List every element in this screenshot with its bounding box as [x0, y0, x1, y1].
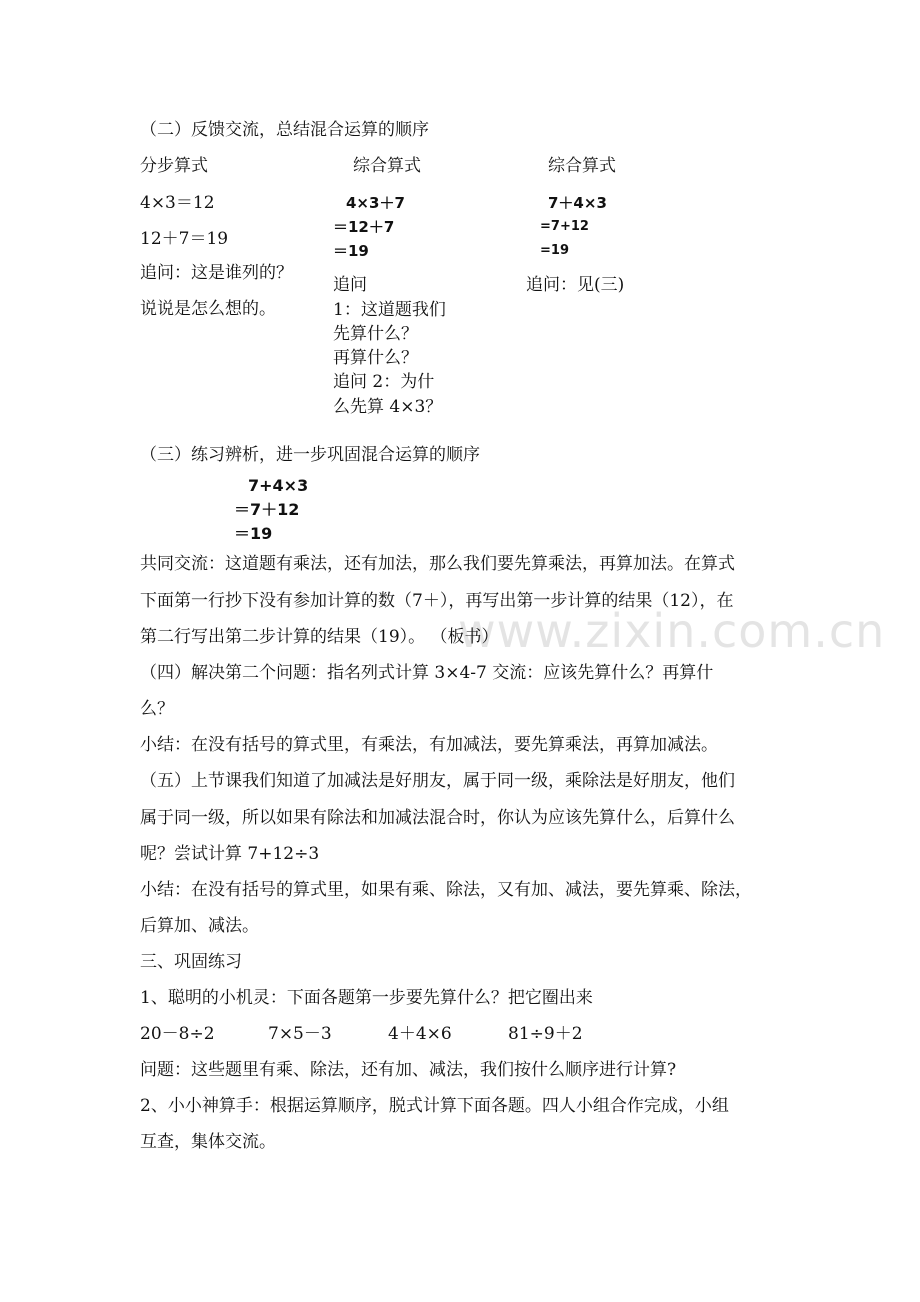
practice-item2: 互查，集体交流。 — [140, 1132, 276, 1152]
practice-question: 问题：这些题里有乘、除法，还有加、减法，我们按什么顺序进行计算? — [140, 1060, 677, 1080]
col1-line: 4×3＝12 — [140, 193, 215, 213]
col1-header: 分步算式 — [140, 156, 208, 176]
section4-summary: 小结：在没有括号的算式里，有乘法，有加减法，要先算乘法，再算加减法。 — [140, 735, 718, 755]
col2-line: ＝12＋7 — [333, 218, 395, 236]
section3-line: ＝7＋12 — [234, 500, 300, 519]
col1-ask: 追问：这是谁列的？ — [140, 263, 293, 283]
practice-title: 三、巩固练习 — [140, 952, 242, 972]
section4-para: 么？ — [140, 699, 174, 719]
col1-ask: 说说是怎么想的。 — [140, 299, 276, 319]
practice-item1: 1、聪明的小机灵：下面各题第一步要先算什么？把它圈出来 — [140, 988, 593, 1008]
col1-line: 12＋7＝19 — [140, 229, 229, 249]
practice-item2: 2、小小神算手：根据运算顺序，脱式计算下面各题。四人小组合作完成，小组 — [140, 1096, 729, 1116]
section3-title: （三）练习辨析，进一步巩固混合运算的顺序 — [140, 445, 480, 465]
section5-para: 呢？尝试计算 7+12÷3 — [140, 844, 320, 864]
col2-line: ＝19 — [333, 242, 369, 260]
section3-para: 第二行写出第二步计算的结果（19）。 （板书） — [140, 627, 499, 647]
col3-line: =7+12 — [540, 219, 589, 234]
col3-line: 7＋4×3 — [548, 194, 607, 212]
col2-line: 4×3＋7 — [346, 194, 405, 212]
practice-expr: 7×5－3 — [268, 1024, 332, 1044]
col2-ask: 1：这道题我们 — [333, 300, 446, 320]
col2-ask: 么先算 4×3？ — [333, 397, 443, 417]
section3-line: 7+4×3 — [248, 476, 309, 495]
col2-header: 综合算式 — [353, 156, 421, 176]
section4-para: （四）解决第二个问题：指名列式计算 3×4-7 交流：应该先算什么？再算什 — [140, 663, 714, 683]
section2-title: （二）反馈交流，总结混合运算的顺序 — [140, 120, 429, 140]
col2-ask: 追问 — [333, 275, 367, 295]
section5-para: （五）上节课我们知道了加减法是好朋友，属于同一级，乘除法是好朋友，他们 — [140, 771, 735, 791]
section3-line: ＝19 — [234, 524, 273, 543]
practice-expr: 4＋4×6 — [388, 1024, 452, 1044]
col2-ask: 再算什么？ — [333, 348, 418, 368]
section5-summary: 后算加、减法。 — [140, 916, 259, 936]
col3-header: 综合算式 — [548, 156, 616, 176]
practice-expr: 20－8÷2 — [140, 1024, 215, 1044]
watermark: www.zixin.com.cn — [458, 604, 886, 658]
section3-para: 共同交流：这道题有乘法，还有加法，那么我们要先算乘法，再算加法。在算式 — [140, 554, 735, 574]
section5-summary: 小结：在没有括号的算式里，如果有乘、除法，又有加、减法，要先算乘、除法， — [140, 880, 752, 900]
col3-line: =19 — [540, 243, 569, 258]
col3-ask: 追问：见(三) — [526, 275, 625, 295]
section3-para: 下面第一行抄下没有参加计算的数（7＋），再写出第一步计算的结果（12），在 — [140, 591, 734, 611]
col2-ask: 先算什么？ — [333, 324, 418, 344]
section5-para: 属于同一级，所以如果有除法和加减法混合时，你认为应该先算什么，后算什么 — [140, 808, 735, 828]
practice-expr: 81÷9＋2 — [508, 1024, 583, 1044]
col2-ask: 追问 2：为什 — [333, 372, 435, 392]
